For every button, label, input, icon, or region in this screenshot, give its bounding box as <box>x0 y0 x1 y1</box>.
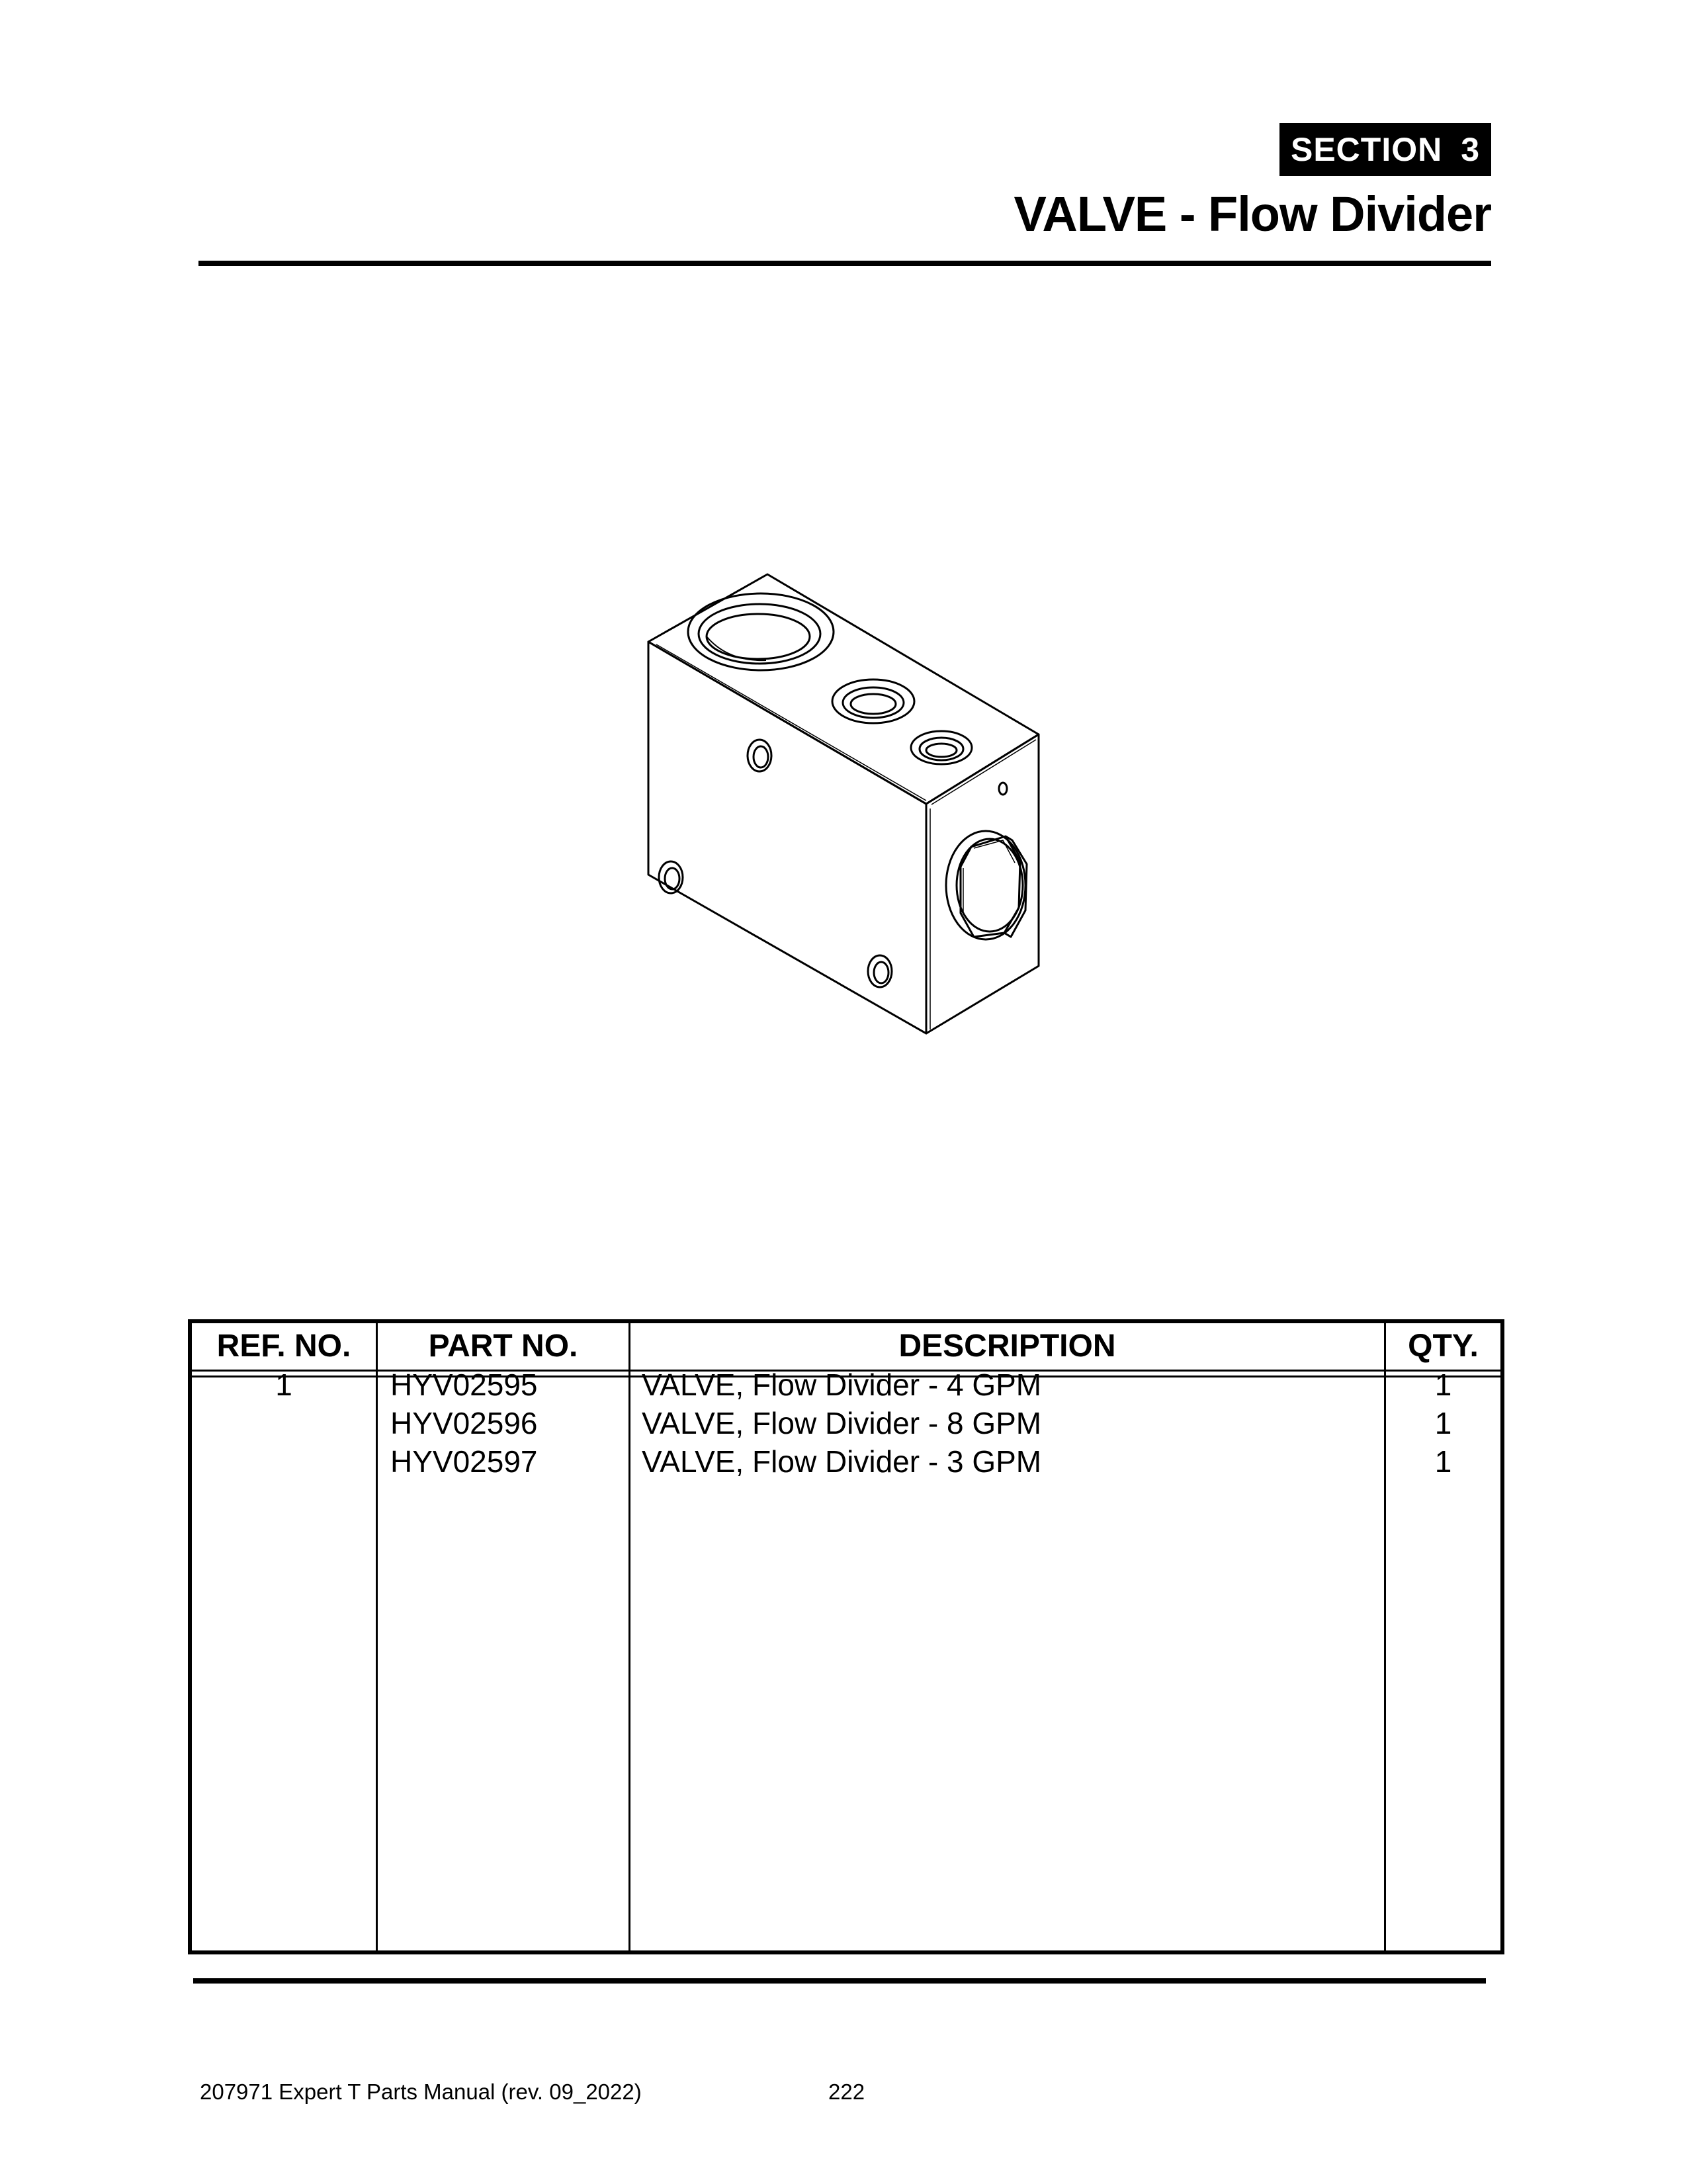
page-number: 222 <box>828 2079 865 2104</box>
footer-manual-title: 207971 Expert T Parts Manual (rev. 09_2022) <box>200 2079 642 2104</box>
col-header-ref: REF. NO. <box>216 1329 351 1364</box>
section-label: SECTION <box>1290 131 1443 168</box>
cell-part: HYV02596 <box>390 1406 538 1440</box>
col-divider <box>376 1323 378 1950</box>
col-header-description: DESCRIPTION <box>898 1329 1116 1364</box>
parts-table <box>188 1319 1504 1954</box>
large-port <box>688 593 834 670</box>
col-divider <box>628 1323 630 1950</box>
block-left-face <box>648 642 926 1033</box>
cell-part: HYV02595 <box>390 1368 538 1402</box>
hex-plug <box>946 831 1027 939</box>
cell-description: VALVE, Flow Divider - 8 GPM <box>642 1406 1042 1440</box>
cell-qty: 1 <box>1434 1444 1452 1479</box>
cell-qty: 1 <box>1434 1406 1452 1440</box>
col-header-part: PART NO. <box>428 1329 578 1364</box>
section-number: 3 <box>1461 131 1481 168</box>
medium-port <box>832 679 914 723</box>
page-title: VALVE - Flow Divider <box>1014 187 1491 241</box>
cell-part: HYV02597 <box>390 1444 538 1479</box>
small-port <box>911 731 972 764</box>
pin-hole <box>999 783 1007 795</box>
mounting-hole-1 <box>748 740 771 771</box>
section-badge <box>1279 123 1491 176</box>
mounting-hole-2 <box>659 861 683 893</box>
cell-description: VALVE, Flow Divider - 3 GPM <box>642 1444 1042 1479</box>
top-divider <box>198 261 1491 266</box>
mounting-hole-3 <box>868 955 892 987</box>
cell-ref: 1 <box>275 1368 292 1402</box>
cell-description: VALVE, Flow Divider - 4 GPM <box>642 1368 1042 1402</box>
bottom-divider <box>193 1978 1486 1984</box>
cell-qty: 1 <box>1434 1368 1452 1402</box>
valve-drawing <box>609 562 1085 1052</box>
col-header-qty: QTY. <box>1408 1329 1479 1364</box>
